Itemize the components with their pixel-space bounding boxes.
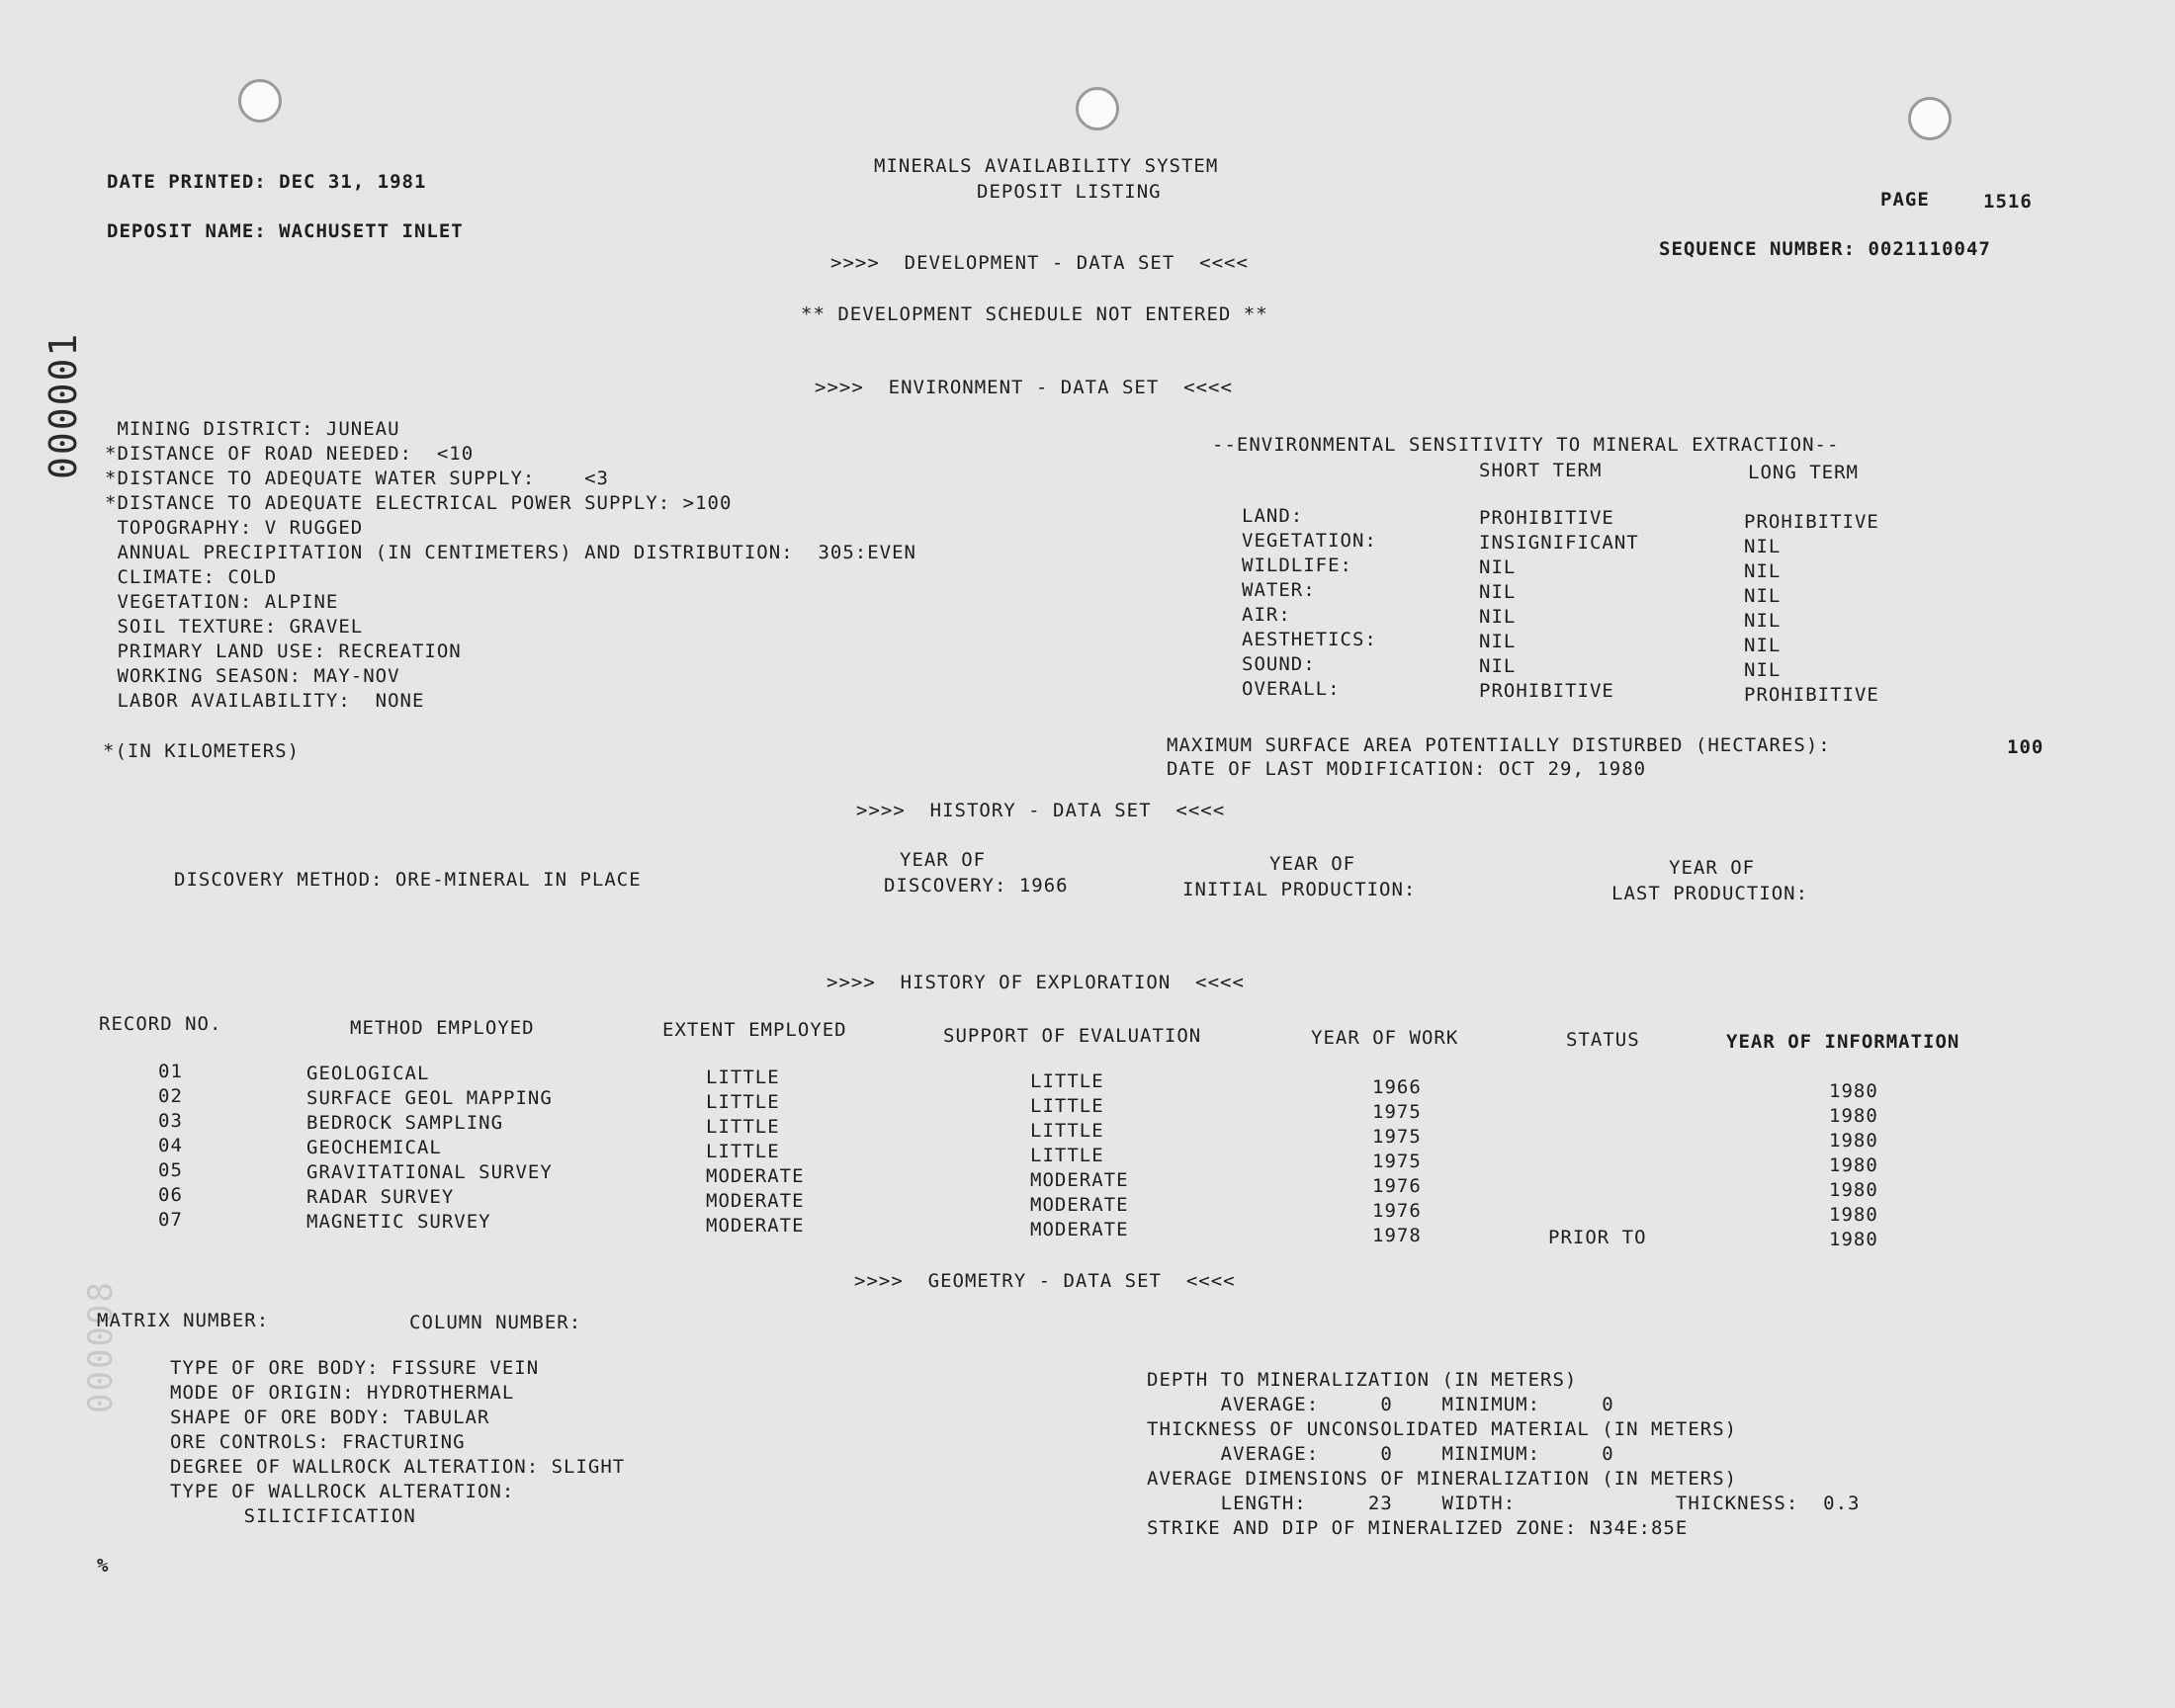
- year-of-initial-label: YEAR OF: [1269, 853, 1356, 875]
- table-cell: LITTLE: [1030, 1095, 1104, 1117]
- sensitivity-long-value: NIL: [1744, 585, 1782, 607]
- deposit-name: DEPOSIT NAME: WACHUSETT INLET: [107, 220, 464, 242]
- sensitivity-factor: AIR:: [1242, 604, 1291, 626]
- env-line: *DISTANCE TO ADEQUATE ELECTRICAL POWER SUPPLY: >100: [105, 492, 733, 514]
- geometry-line: DEPTH TO MINERALIZATION (IN METERS): [1147, 1369, 1578, 1391]
- system-title: MINERALS AVAILABILITY SYSTEM: [874, 155, 1219, 177]
- geometry-line: THICKNESS OF UNCONSOLIDATED MATERIAL (IN METERS): [1147, 1418, 1738, 1440]
- side-stamp: 000001: [42, 331, 85, 479]
- geometry-line: DEGREE OF WALLROCK ALTERATION: SLIGHT: [170, 1456, 626, 1478]
- col-support: SUPPORT OF EVALUATION: [943, 1025, 1202, 1047]
- table-cell: 1975: [1372, 1151, 1422, 1172]
- table-cell: 05: [158, 1159, 183, 1181]
- exploration-support: [1030, 1069, 1129, 1242]
- env-line: TOPOGRAPHY: V RUGGED: [105, 517, 364, 539]
- env-line: MINING DISTRICT: JUNEAU: [105, 418, 400, 440]
- geometry-left: [170, 1356, 625, 1529]
- table-cell: 1976: [1372, 1200, 1422, 1222]
- env-line: LABOR AVAILABILITY: NONE: [105, 690, 425, 712]
- sensitivity-long-value: PROHIBITIVE: [1744, 511, 1879, 533]
- geometry-right: [1147, 1368, 1860, 1541]
- env-line: ANNUAL PRECIPITATION (IN CENTIMETERS) AND DISTRIBUTION: 305:EVEN: [105, 542, 916, 563]
- sensitivity-factors: [1242, 504, 1377, 702]
- table-cell: MODERATE: [1030, 1169, 1129, 1191]
- history-heading: >>>> HISTORY - DATA SET <<<<: [856, 800, 1226, 821]
- table-cell: 03: [158, 1110, 183, 1132]
- exploration-info: [1829, 1079, 1878, 1252]
- matrix-number: MATRIX NUMBER:: [97, 1310, 270, 1331]
- table-cell: MODERATE: [1030, 1219, 1129, 1240]
- sensitivity-short-value: NIL: [1479, 631, 1517, 652]
- table-cell: 01: [158, 1061, 183, 1082]
- table-cell: LITTLE: [706, 1116, 780, 1138]
- sensitivity-short-value: NIL: [1479, 581, 1517, 603]
- env-line: *DISTANCE OF ROAD NEEDED: <10: [105, 443, 475, 465]
- exploration-heading: >>>> HISTORY OF EXPLORATION <<<<: [826, 972, 1245, 993]
- sensitivity-long-value: NIL: [1744, 659, 1782, 681]
- geometry-line: AVERAGE DIMENSIONS OF MINERALIZATION (IN METERS): [1147, 1468, 1738, 1490]
- date-printed: DATE PRINTED: DEC 31, 1981: [107, 171, 427, 193]
- geometry-line: SHAPE OF ORE BODY: TABULAR: [170, 1407, 490, 1428]
- punch-hole-right: [1908, 97, 1952, 140]
- geometry-line: TYPE OF ORE BODY: FISSURE VEIN: [170, 1357, 540, 1379]
- page-label: PAGE: [1880, 189, 1930, 211]
- table-cell: 1980: [1829, 1204, 1878, 1226]
- exploration-method: [306, 1062, 553, 1235]
- environment-list: [105, 417, 916, 714]
- exploration-status: [1548, 1077, 1647, 1250]
- table-cell: 1966: [1372, 1076, 1422, 1098]
- short-term-label: SHORT TERM: [1479, 460, 1603, 481]
- last-production: LAST PRODUCTION:: [1611, 883, 1809, 904]
- sensitivity-short: [1479, 506, 1639, 704]
- table-cell: PRIOR TO: [1548, 1227, 1647, 1248]
- table-cell: [1548, 1127, 1647, 1152]
- col-status: STATUS: [1566, 1029, 1640, 1051]
- development-heading: >>>> DEVELOPMENT - DATA SET <<<<: [830, 252, 1249, 274]
- geometry-line: TYPE OF WALLROCK ALTERATION:: [170, 1481, 515, 1502]
- col-extent: EXTENT EMPLOYED: [662, 1019, 847, 1041]
- table-cell: LITTLE: [706, 1091, 780, 1113]
- geometry-line: MODE OF ORIGIN: HYDROTHERMAL: [170, 1382, 515, 1404]
- env-line: *DISTANCE TO ADEQUATE WATER SUPPLY: <3: [105, 468, 609, 489]
- table-cell: 1980: [1829, 1080, 1878, 1102]
- sensitivity-short-value: NIL: [1479, 556, 1517, 578]
- table-cell: 1975: [1372, 1126, 1422, 1148]
- sensitivity-factor: LAND:: [1242, 505, 1304, 527]
- sensitivity-factor: SOUND:: [1242, 653, 1316, 675]
- exploration-record: [158, 1060, 183, 1233]
- table-cell: [1548, 1102, 1647, 1127]
- sensitivity-factor: WILDLIFE:: [1242, 555, 1352, 576]
- table-cell: 1980: [1829, 1154, 1878, 1176]
- geometry-line: STRIKE AND DIP OF MINERALIZED ZONE: N34E:85E: [1147, 1517, 1689, 1539]
- long-term-label: LONG TERM: [1748, 462, 1859, 483]
- table-cell: 1975: [1372, 1101, 1422, 1123]
- table-cell: LITTLE: [1030, 1145, 1104, 1166]
- sensitivity-title: --ENVIRONMENTAL SENSITIVITY TO MINERAL EXTRACTION--: [1212, 434, 1840, 456]
- listing-title: DEPOSIT LISTING: [977, 181, 1162, 203]
- table-cell: GEOLOGICAL: [306, 1063, 430, 1084]
- sequence-number: SEQUENCE NUMBER: 0021110047: [1659, 238, 1991, 260]
- table-cell: MODERATE: [706, 1165, 805, 1187]
- table-cell: MAGNETIC SURVEY: [306, 1211, 491, 1233]
- table-cell: 04: [158, 1135, 183, 1156]
- table-cell: 02: [158, 1085, 183, 1107]
- table-cell: RADAR SURVEY: [306, 1186, 455, 1208]
- year-of-last-label: YEAR OF: [1669, 857, 1756, 879]
- sensitivity-short-value: NIL: [1479, 655, 1517, 677]
- table-cell: SURFACE GEOL MAPPING: [306, 1087, 553, 1109]
- table-cell: 1980: [1829, 1105, 1878, 1127]
- table-cell: 1980: [1829, 1130, 1878, 1152]
- table-cell: [1548, 1201, 1647, 1226]
- env-line: CLIMATE: COLD: [105, 566, 278, 588]
- max-area-value: 100: [2007, 736, 2044, 758]
- env-line: WORKING SEASON: MAY-NOV: [105, 665, 400, 687]
- col-year-of-work: YEAR OF WORK: [1311, 1027, 1459, 1049]
- table-cell: 1976: [1372, 1175, 1422, 1197]
- year-of-discovery: DISCOVERY: 1966: [884, 875, 1069, 897]
- sensitivity-short-value: PROHIBITIVE: [1479, 680, 1614, 702]
- punch-hole-center: [1076, 87, 1119, 130]
- punch-hole-left: [238, 79, 282, 123]
- initial-production: INITIAL PRODUCTION:: [1182, 879, 1417, 900]
- col-method: METHOD EMPLOYED: [350, 1017, 535, 1039]
- sensitivity-short-value: PROHIBITIVE: [1479, 507, 1614, 529]
- side-stamp-faint: 000008: [81, 1280, 121, 1413]
- table-cell: 1980: [1829, 1229, 1878, 1250]
- table-cell: LITTLE: [1030, 1120, 1104, 1142]
- max-area-label: MAXIMUM SURFACE AREA POTENTIALLY DISTURBED (HECTARES):: [1167, 734, 1831, 756]
- table-cell: [1548, 1176, 1647, 1201]
- exploration-extent: [706, 1066, 805, 1238]
- col-record-no: RECORD NO.: [99, 1013, 222, 1035]
- table-cell: LITTLE: [1030, 1070, 1104, 1092]
- table-cell: [1548, 1077, 1647, 1102]
- table-cell: LITTLE: [706, 1067, 780, 1088]
- environment-heading: >>>> ENVIRONMENT - DATA SET <<<<: [815, 377, 1233, 398]
- exploration-year: [1372, 1075, 1422, 1248]
- table-cell: MODERATE: [1030, 1194, 1129, 1216]
- km-footnote: *(IN KILOMETERS): [103, 740, 301, 762]
- sensitivity-short-value: NIL: [1479, 606, 1517, 628]
- table-cell: [1548, 1152, 1647, 1176]
- table-cell: MODERATE: [706, 1215, 805, 1237]
- geometry-heading: >>>> GEOMETRY - DATA SET <<<<: [854, 1270, 1236, 1292]
- env-line: VEGETATION: ALPINE: [105, 591, 339, 613]
- env-line: SOIL TEXTURE: GRAVEL: [105, 616, 364, 638]
- table-cell: 1980: [1829, 1179, 1878, 1201]
- year-of-discovery-label: YEAR OF: [900, 849, 987, 871]
- sensitivity-factor: AESTHETICS:: [1242, 629, 1377, 650]
- table-cell: GRAVITATIONAL SURVEY: [306, 1161, 553, 1183]
- geometry-line: AVERAGE: 0 MINIMUM: 0: [1147, 1394, 1614, 1415]
- geometry-line: SILICIFICATION: [170, 1505, 416, 1527]
- geometry-line: ORE CONTROLS: FRACTURING: [170, 1431, 466, 1453]
- col-year-of-information: YEAR OF INFORMATION: [1726, 1031, 1960, 1053]
- geometry-line: AVERAGE: 0 MINIMUM: 0: [1147, 1443, 1614, 1465]
- column-number: COLUMN NUMBER:: [409, 1312, 582, 1333]
- table-cell: 1978: [1372, 1225, 1422, 1246]
- discovery-method: DISCOVERY METHOD: ORE-MINERAL IN PLACE: [174, 869, 642, 891]
- sensitivity-factor: VEGETATION:: [1242, 530, 1377, 552]
- sensitivity-long: [1744, 510, 1879, 708]
- sensitivity-factor: OVERALL:: [1242, 678, 1341, 700]
- sensitivity-long-value: NIL: [1744, 560, 1782, 582]
- table-cell: GEOCHEMICAL: [306, 1137, 442, 1158]
- table-cell: 06: [158, 1184, 183, 1206]
- table-cell: BEDROCK SAMPLING: [306, 1112, 504, 1134]
- table-cell: LITTLE: [706, 1141, 780, 1162]
- sensitivity-long-value: NIL: [1744, 635, 1782, 656]
- env-line: PRIMARY LAND USE: RECREATION: [105, 640, 462, 662]
- sensitivity-long-value: NIL: [1744, 610, 1782, 632]
- footer-mark: %: [97, 1555, 110, 1577]
- table-cell: MODERATE: [706, 1190, 805, 1212]
- last-modification: DATE OF LAST MODIFICATION: OCT 29, 1980: [1167, 758, 1647, 780]
- geometry-line: LENGTH: 23 WIDTH: THICKNESS: 0.3: [1147, 1493, 1861, 1514]
- table-cell: 07: [158, 1209, 183, 1231]
- development-note: ** DEVELOPMENT SCHEDULE NOT ENTERED **: [801, 303, 1268, 325]
- page-number: 1516: [1983, 191, 2033, 213]
- sensitivity-long-value: PROHIBITIVE: [1744, 684, 1879, 706]
- sensitivity-short-value: INSIGNIFICANT: [1479, 532, 1639, 554]
- sensitivity-factor: WATER:: [1242, 579, 1316, 601]
- sensitivity-long-value: NIL: [1744, 536, 1782, 557]
